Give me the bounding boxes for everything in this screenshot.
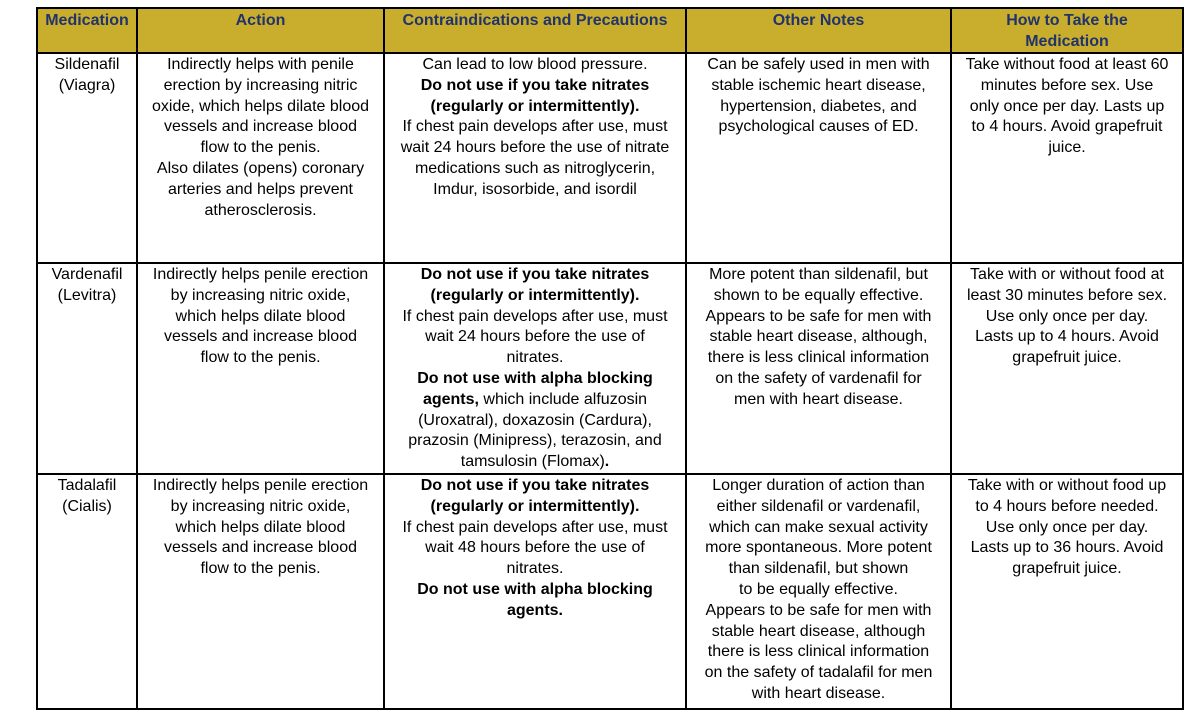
cell-text-line: Do not use if you take nitrates: [420, 476, 650, 494]
cell-text-segment: .: [604, 453, 610, 471]
cell-text-line: (Uroxatral), doxazosin (Cardura),: [418, 411, 652, 429]
cell-text-line: which helps dilate blood: [175, 307, 346, 325]
table-row: [37, 53, 1183, 263]
cell-other-notes: [686, 263, 951, 474]
cell-text-segment: agents,: [422, 390, 479, 408]
cell-text-line: Vardenafil: [51, 266, 123, 283]
cell-text-line: shown to be equally effective.: [713, 286, 924, 304]
cell-other-notes: [686, 474, 951, 709]
cell-text-line: flow to the penis.: [200, 139, 321, 157]
cell-text-line: Use only once per day.: [985, 307, 1149, 325]
cell-text-line: [387, 452, 683, 473]
cell-action: [137, 53, 384, 263]
cell-text-line: erection by increasing nitric: [163, 76, 358, 94]
cell-text-line: with heart disease.: [751, 684, 886, 702]
cell-text-line: to 4 hours before needed.: [975, 497, 1159, 515]
cell-text-line: grapefruit juice.: [1012, 560, 1122, 578]
cell-text-line: Indirectly helps penile erection: [152, 476, 369, 494]
cell-text-line: there is less clinical information: [707, 349, 930, 367]
cell-text-line: wait 24 hours before the use of: [425, 328, 645, 346]
cell-text-line: More potent than sildenafil, but: [709, 266, 928, 283]
cell-text-line: (Cialis): [62, 497, 112, 515]
cell-text-line: Can lead to low blood pressure.: [422, 56, 648, 73]
cell-text-line: Sildenafil: [54, 56, 120, 73]
cell-text-line: vessels and increase blood: [163, 539, 357, 557]
cell-text-line: hypertension, diabetes, and: [720, 97, 917, 115]
header-how-line: Medication: [1025, 33, 1109, 50]
cell-text-line: Do not use if you take nitrates: [420, 76, 650, 94]
cell-text-line: If chest pain develops after use, must: [402, 307, 668, 325]
cell-text-segment: tamsulosin (Flomax): [460, 453, 605, 471]
cell-text-line: (regularly or intermittently).: [430, 97, 640, 115]
medication-comparison-table: [36, 7, 1184, 710]
cell-action: [137, 263, 384, 474]
cell-text-line: than sildenafil, but shown: [728, 560, 909, 578]
cell-text-line: Do not use with alpha blocking: [417, 580, 653, 598]
cell-how-to-take: [951, 263, 1183, 474]
cell-text-segment: which include alfuzosin: [478, 390, 648, 408]
cell-text-line: Imdur, isosorbide, and isordil: [433, 180, 637, 198]
cell-text-line: agents.: [506, 601, 563, 619]
cell-text-line: nitrates.: [506, 349, 564, 367]
cell-text-line: Can be safely used in men with: [707, 56, 930, 73]
cell-text-line: men with heart disease.: [734, 390, 903, 408]
cell-text-line: vessels and increase blood: [163, 118, 357, 136]
cell-text-line: Appears to be safe for men with: [705, 307, 932, 325]
cell-text-line: Take with or without food up: [967, 476, 1167, 494]
cell-how-to-take: [951, 474, 1183, 709]
cell-medication: [37, 474, 137, 709]
cell-text-line: (Viagra): [58, 76, 116, 94]
cell-text-line: to be equally effective.: [739, 580, 898, 598]
cell-text-line: oxide, which helps dilate blood: [151, 97, 370, 115]
cell-medication: [37, 263, 137, 474]
cell-other-notes: [686, 53, 951, 263]
cell-text-line: stable ischemic heart disease,: [711, 76, 926, 94]
cell-text-line: nitrates.: [506, 560, 564, 578]
cell-action: [137, 474, 384, 709]
cell-contraindications: [384, 53, 686, 263]
header-action: Action: [137, 8, 384, 53]
cell-text-line: atherosclerosis.: [204, 201, 317, 219]
cell-text-line: [387, 390, 683, 411]
cell-text-line: vessels and increase blood: [163, 328, 357, 346]
header-other-notes: Other Notes: [686, 8, 951, 53]
header-how-to-take: [951, 8, 1183, 53]
cell-medication: [37, 53, 137, 263]
cell-text-line: by increasing nitric oxide,: [170, 497, 351, 515]
cell-text-line: stable heart disease, although: [711, 622, 926, 640]
cell-contraindications: [384, 474, 686, 709]
header-contraindications: Contraindications and Precautions: [384, 8, 686, 53]
cell-text-line: Lasts up to 4 hours. Avoid: [975, 328, 1159, 346]
cell-text-line: only once per day. Lasts up: [969, 97, 1165, 115]
cell-how-to-take: [951, 53, 1183, 263]
cell-text-line: Longer duration of action than: [712, 476, 925, 494]
cell-text-line: grapefruit juice.: [1012, 349, 1122, 367]
cell-text-line: least 30 minutes before sex.: [966, 286, 1168, 304]
cell-text-line: medications such as nitroglycerin,: [414, 159, 656, 177]
cell-text-line: more spontaneous. More potent: [705, 539, 932, 557]
cell-text-line: prazosin (Minipress), terazosin, and: [408, 432, 662, 450]
cell-text-line: which can make sexual activity: [709, 518, 928, 536]
header-medication: Medication: [37, 8, 137, 53]
cell-text-line: on the safety of vardenafil for: [715, 369, 922, 387]
header-how-line: How to Take the: [1006, 12, 1128, 29]
cell-text-line: Do not use with alpha blocking: [417, 369, 653, 387]
cell-text-line: minutes before sex. Use: [980, 76, 1154, 94]
cell-text-line: Do not use if you take nitrates: [420, 266, 650, 283]
cell-text-line: (Levitra): [57, 286, 117, 304]
cell-text-line: Appears to be safe for men with: [705, 601, 932, 619]
header-row: [37, 8, 1183, 53]
cell-text-line: wait 48 hours before the use of: [425, 539, 645, 557]
cell-text-line: to 4 hours. Avoid grapefruit: [971, 118, 1163, 136]
cell-text-line: Also dilates (opens) coronary: [156, 159, 365, 177]
cell-text-line: stable heart disease, although,: [709, 328, 928, 346]
cell-text-line: wait 24 hours before the use of nitrate: [400, 139, 670, 157]
cell-text-line: either sildenafil or vardenafil,: [716, 497, 921, 515]
cell-text-line: arteries and helps prevent: [168, 180, 353, 198]
cell-text-line: flow to the penis.: [200, 560, 321, 578]
cell-text-line: If chest pain develops after use, must: [402, 118, 668, 136]
cell-text-line: If chest pain develops after use, must: [402, 518, 668, 536]
cell-text-line: flow to the penis.: [200, 349, 321, 367]
cell-text-line: (regularly or intermittently).: [430, 497, 640, 515]
cell-text-line: Take with or without food at: [970, 266, 1164, 283]
cell-text-line: which helps dilate blood: [175, 518, 346, 536]
cell-text-line: psychological causes of ED.: [718, 118, 919, 136]
table-row: [37, 474, 1183, 709]
cell-contraindications: [384, 263, 686, 474]
cell-text-line: Take without food at least 60: [965, 56, 1169, 73]
cell-text-line: Use only once per day.: [985, 518, 1149, 536]
cell-text-line: Indirectly helps with penile: [167, 56, 354, 73]
cell-text-line: juice.: [1048, 139, 1086, 157]
cell-text-line: there is less clinical information: [707, 643, 930, 661]
table-row: [37, 263, 1183, 474]
cell-text-line: Tadalafil: [57, 476, 117, 494]
cell-text-line: by increasing nitric oxide,: [170, 286, 351, 304]
cell-text-line: Indirectly helps penile erection: [152, 266, 369, 283]
cell-text-line: on the safety of tadalafil for men: [704, 664, 933, 682]
cell-text-line: (regularly or intermittently).: [430, 286, 640, 304]
cell-text-line: Lasts up to 36 hours. Avoid: [970, 539, 1164, 557]
